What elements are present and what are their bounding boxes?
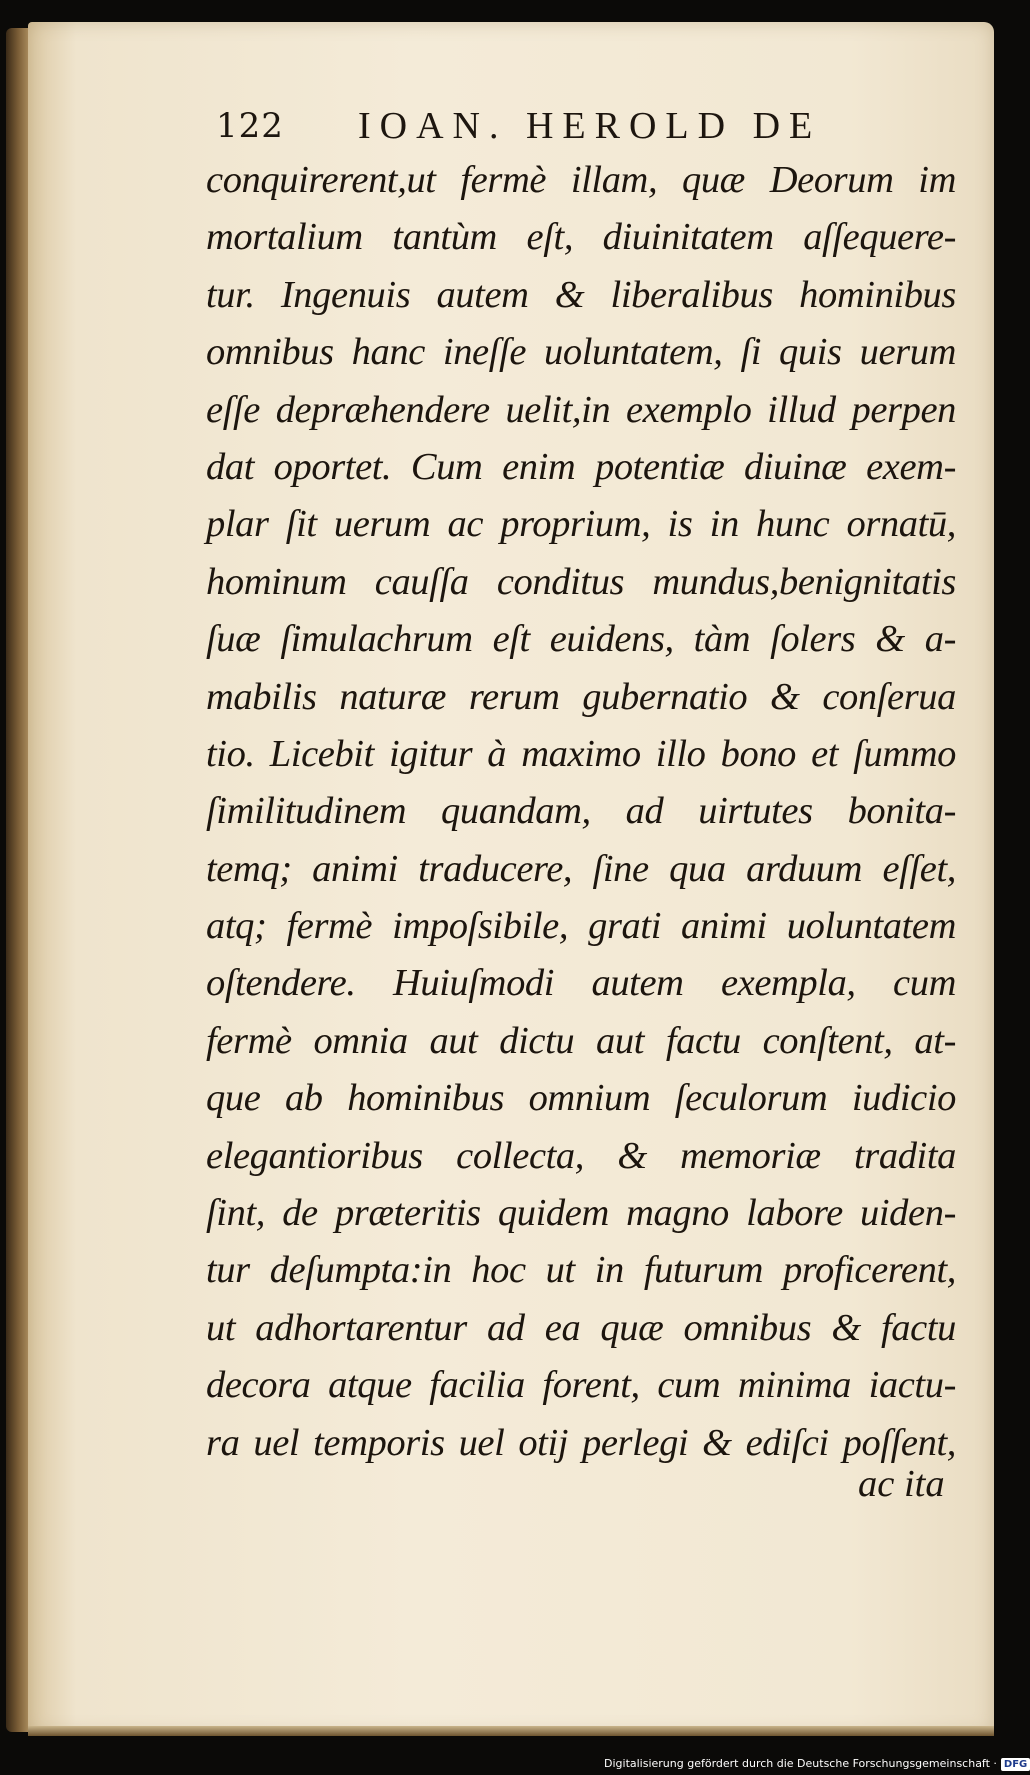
text-line: mabilis naturæ rerum gubernatio & conſerua [206, 675, 956, 718]
text-line: temq; animi traducere, ſine qua arduum eſſet, [206, 847, 956, 890]
text-line: plar ſit uerum ac proprium, is in hunc ornatū, [206, 503, 956, 546]
page-number: 122 [216, 106, 284, 146]
text-line: atq; fermè impoſsibile, grati animi uoluntatem [206, 905, 956, 948]
text-line: tio. Licebit igitur à maximo illo bono et ſummo [206, 732, 956, 775]
text-line: hominum cauſſa conditus mundus,benignitatis [206, 560, 956, 603]
text-line: omnibus hanc ineſſe uoluntatem, ſi quis uerum [206, 331, 956, 374]
text-line: ra uel temporis uel otij perlegi & ediſci poſſent, [206, 1421, 956, 1464]
dfg-logo: DFG [1001, 1758, 1030, 1771]
credit-text: Digitalisierung gefördert durch die Deutsche Forschungsgemeinschaft · [604, 1757, 997, 1770]
body-text [206, 152, 956, 1472]
text-line: decora atque facilia forent, cum minima iactu- [206, 1364, 956, 1407]
text-line: conquirerent,ut fermè illam, quæ Deorum im [206, 159, 956, 201]
text-line: elegantioribus collecta, & memoriæ tradita [206, 1134, 956, 1177]
text-line: eſſe depræhendere uelit,in exemplo illud perpen [206, 388, 956, 431]
text-line: ſuæ ſimulachrum eſt euidens, tàm ſolers & a- [206, 618, 956, 661]
text-line: tur. Ingenuis autem & liberalibus hominibus [206, 273, 956, 316]
text-line: que ab hominibus omnium ſeculorum iudicio [206, 1077, 956, 1120]
text-line: ut adhortarentur ad ea quæ omnibus & factu [206, 1306, 956, 1349]
page-header [216, 106, 936, 156]
text-line: dat oportet. Cum enim potentiæ diuinæ exem- [206, 445, 956, 488]
digitization-credit [604, 1757, 1028, 1773]
catchword: ac ita [858, 1463, 945, 1505]
text-line: tur deſumpta:in hoc ut in futurum proficerent, [206, 1249, 956, 1292]
text-line: mortalium tantùm eſt, diuinitatem aſſequere- [206, 216, 956, 259]
text-line: fermè omnia aut dictu aut factu conſtent, at- [206, 1019, 956, 1062]
running-head: IOAN. HEROLD DE [358, 105, 822, 147]
book-bottom-edge [28, 1726, 994, 1736]
text-line: oſtendere. Huiuſmodi autem exempla, cum [206, 962, 956, 1005]
text-line: ſint, de præteritis quidem magno labore uiden- [206, 1192, 956, 1235]
text-line: ſimilitudinem quandam, ad uirtutes bonita- [206, 790, 956, 833]
